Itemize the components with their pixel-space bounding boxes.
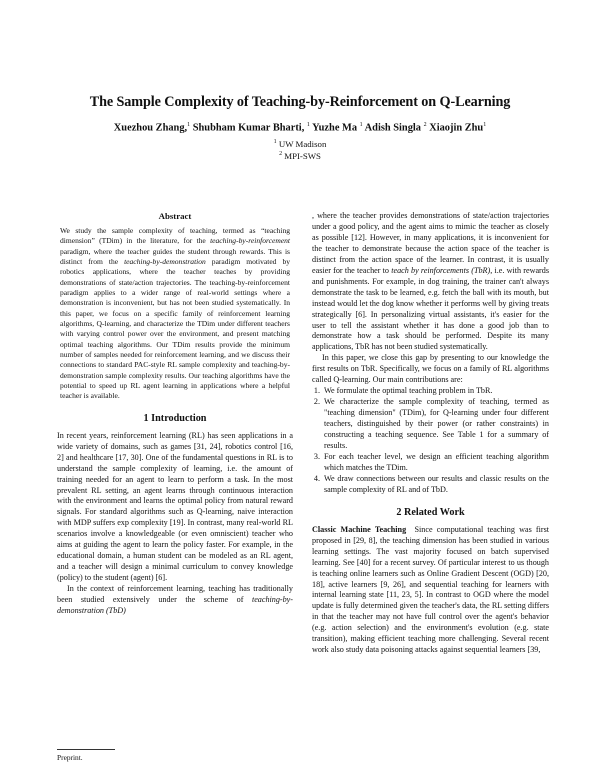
paragraph: Classic Machine Teaching Since computational teaching was first proposed in [29, 8], the teaching dimension has been studied in various learning settings. The vast majority focused on batch supervised learning. See [40] for a recent survey. Of particular interest to us though is teaching online learners such as Online Gradient Descent (OGD) [20, 18], active learners [9, 26], and sequential teaching for learners with internal learning state [11, 23, 5]. In contrast to OGD where the model update is fully determined given the teacher's data, the RL setting differs in that the teacher may not have full control over the agent's behavior (e.g. action selection) and the environment's evolution (e.g. state transition), making efficient teaching more challenging. Several recent work also study data poisoning attacks against sequential learners [39,	[312, 524, 549, 655]
author-name: Yuzhe Ma	[312, 122, 360, 134]
author-name: Xuezhou Zhang,	[113, 122, 188, 134]
affiliation-mark: 2	[423, 122, 427, 128]
section-heading-related-work: 2 Related Work	[396, 506, 465, 518]
paper-title: The Sample Complexity of Teaching-by-Reinforcement on Q-Learning	[89, 94, 511, 110]
list-item: 2. We characterize the sample complexity of teaching, termed as "teaching dimension" (TDim), for Q-learning under four different teachers, distinguished by their power (or rather constraints) in constructing a teaching sequence. See Table 1 for a summary of results.	[322, 397, 549, 452]
left-column	[57, 211, 293, 617]
right-column	[312, 211, 549, 656]
run-in-heading: Classic Machine Teaching	[312, 524, 407, 534]
list-item: 3. For each teacher level, we design an efficient teaching algorithm which matches the TDim.	[322, 452, 549, 474]
affiliation	[0, 151, 600, 161]
affiliation-name: UW Madison	[276, 139, 327, 149]
footnote: Preprint.	[57, 753, 83, 762]
affiliation-mark: 1	[306, 122, 310, 128]
affiliation-mark: 1	[359, 122, 363, 128]
affiliation-mark: 2	[279, 151, 283, 158]
paragraph: In this paper, we close this gap by presenting to our knowledge the first results on TbR. Specifically, we focus on a family of RL algorithms called Q-learning. Our main contributions are:	[312, 353, 549, 385]
abstract-heading: Abstract	[158, 211, 192, 221]
affiliation	[0, 139, 600, 149]
author-name: Shubham Kumar Bharti,	[192, 122, 307, 134]
section-heading-introduction: 1 Introduction	[143, 412, 207, 424]
author-name: Xiaojin Zhu	[429, 122, 484, 134]
paragraph-continuation: , where the teacher provides demonstrations of state/action trajectories under a good policy, and the agent aims to mimic the teacher as closely as possible [12]. However, in many applications, it is inconvenient for the teacher to demonstrate because the action space of the teacher is distinct from the action space of the learner. In contrast, it is usually easier for the teacher to teach by reinforcements (TbR), i.e. with rewards and punishments. For example, in dog training, the trainer can't always demonstrate the task to be learned, e.g. fetch the ball with its mouth, but instead would let the dog know whether it performs well by giving treats strategically [6]. In personalizing virtual assistants, it's easier for the user to tell the assistant whether it has done a good job than to demonstrate how a task should be performed. Despite its many applications, TbR has not been studied systematically.	[312, 211, 549, 352]
affiliation-mark: 1	[273, 139, 277, 146]
list-item: 4. We draw connections between our results and classic results on the sample complexity of RL and of TbD.	[322, 474, 549, 496]
list-item: 1. We formulate the optimal teaching problem in TbR.	[322, 386, 549, 397]
affiliation-mark: 1	[187, 122, 191, 128]
paragraph: In recent years, reinforcement learning (RL) has seen applications in a wide variety of domains, such as games [31, 24], robotics control [16, 2] and healthcare [17, 30]. One of the fundamental questions in RL is to understand the sample complexity of learning, i.e. the amount of training needed for an agent to learn to perform a task. In the most prevalent RL setting, an agent learns through continuous interaction with the environment and learns the optimal policy from natural reward signals. For standard algorithms such as Q-learning, naive interaction with MDP suffers exp complexity [19]. In contrast, many real-world RL scenarios involve a knowledgeable (or even omniscient) teacher who aims at guiding the agent to learn the policy faster. For example, in the educational domain, a human student can be modeled as an RL agent, and a teacher will design a minimal curriculum to convey knowledge (policy) to the student (agent) [6].	[57, 430, 293, 583]
author-name: Adish Singla	[364, 122, 424, 134]
author-list	[0, 122, 600, 133]
paragraph: In the context of reinforcement learning, teaching has traditionally been studied extensively under the scheme of teaching-by-demonstration (TbD)	[57, 584, 293, 615]
contribution-list	[312, 386, 549, 496]
affiliation-name: MPI-SWS	[282, 151, 321, 161]
affiliation-mark: 1	[483, 122, 487, 128]
footnote-divider	[57, 749, 115, 750]
abstract-text: We study the sample complexity of teaching, termed as “teaching dimension” (TDim) in the literature, for the teaching-by-reinforcement paradigm, where the teacher guides the student through rewards. This is distinct from the teaching-by-demonstration paradigm motivated by robotics applications, where the teacher teaches by providing demonstrations of state/action trajectories. The teaching-by-reinforcement paradigm applies to a wider range of real-world settings where a demonstration is inconvenient, but has not been studied systematically. In this paper, we focus on a specific family of reinforcement learning algorithms, Q-learning, and characterize the TDim under different teachers with varying control power over the environment, and present matching optimal teaching algorithms. Our TDim results provide the minimum number of samples needed for reinforcement learning, and we discuss their connections to standard PAC-style RL sample complexity and teaching-by-demonstration sample complexity results. Our teaching algorithms have the potential to speed up RL agent learning in applications where a helpful teacher is available.	[60, 225, 290, 401]
